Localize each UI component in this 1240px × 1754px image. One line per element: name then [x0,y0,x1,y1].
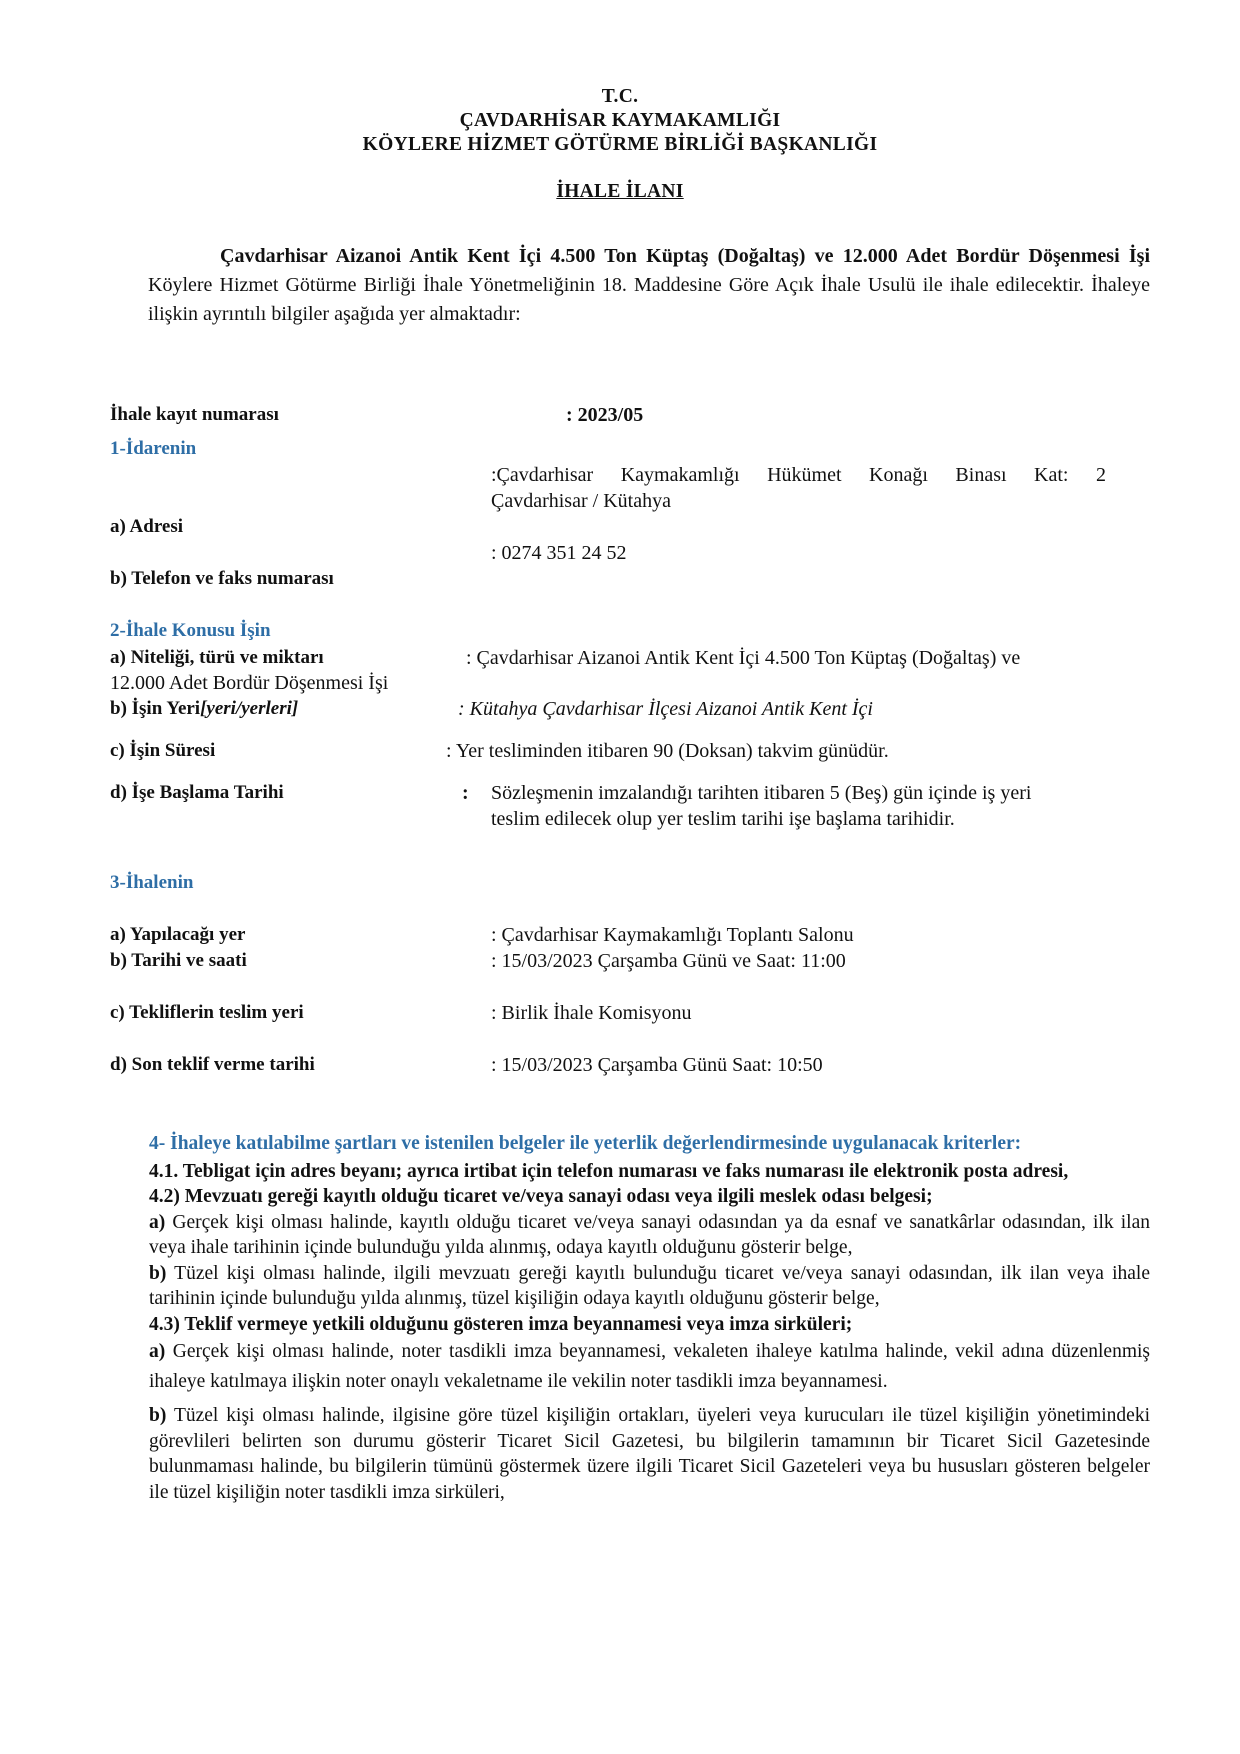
item-4-3: 4.3) Teklif vermeye yetkili olduğunu gösteren imza beyannamesi veya imza sirküleri; [149,1313,853,1335]
intro-rest: Köylere Hizmet Götürme Birliği İhale Yönetmeliğinin 18. Maddesine Göre Açık İhale Usulü ile ihale edilecektir. İhaleye ilişkin ayrıntılı bilgiler aşağıda yer almaktadır: [148,274,1150,325]
section2-d-value-line2: teslim edilecek olup yer teslim tarihi işe başlama tarihidir. [491,808,955,830]
section2-d-label: d) İşe Başlama Tarihi [110,782,284,803]
item-4-1: 4.1. Tebligat için adres beyanı; ayrıca irtibat için telefon numarası ve faks numarası ile elektronik posta adresi, [149,1160,1069,1182]
section1-address-label: a) Adresi [110,516,184,537]
section2-heading: 2-İhale Konusu İşin [110,620,271,641]
section1-heading: 1-İdarenin [110,438,197,459]
section3-c-value: : Birlik İhale Komisyonu [491,1002,692,1024]
section1-address-line2: Çavdarhisar / Kütahya [491,490,671,512]
item-4-3-b-prefix: b) [149,1405,167,1426]
section2-c-label: c) İşin Süresi [110,740,216,761]
section2-b-label [110,698,298,720]
document-title: İHALE İLANI [556,181,684,202]
item-4-2-a-prefix: a) [149,1211,166,1233]
item-4-2-b-text: Tüzel kişi olması halinde, ilgili mevzuatı gereği kayıtlı bulunduğu ticaret ve/veya sanayi odasından, ilk ilan veya ihale tarihinin içinde bulunduğu yılda alınmış, tüzel kişiliğin odaya kayıtlı olduğunu gösterir belge, [149,1262,1150,1309]
section2-b-value: : Kütahya Çavdarhisar İlçesi Aizanoi Antik Kent İçi [458,698,873,720]
section3-a-value: : Çavdarhisar Kaymakamlığı Toplantı Salonu [491,924,854,946]
item-4-3-a [103,1337,1150,1397]
section2-b-label-italic: [yeri/yerleri] [200,698,299,719]
item-4-3-b [103,1403,1150,1505]
item-4-3-a-text: Gerçek kişi olması halinde, noter tasdikli imza beyannamesi, vekaleten ihaleye katılma halinde, vekil adına düzenlenmiş ihaleye katılmaya ilişkin noter onaylı vekaletname ile vekilin noter tasdikli imza beyannamesi. [149,1341,1150,1392]
section4 [103,1131,1150,1505]
intro-paragraph-text [148,242,1150,329]
section4-heading: 4- İhaleye katılabilme şartları ve istenilen belgeler ile yeterlik değerlendirmesinde uygulanacak kriterler: [149,1133,1022,1154]
item-4-2-b [103,1261,1150,1312]
registry-value: : 2023/05 [566,404,644,426]
header-kaymakamlik: ÇAVDARHİSAR KAYMAKAMLIĞI [459,110,781,131]
section3-d-value: : 15/03/2023 Çarşamba Günü Saat: 10:50 [491,1054,823,1076]
section2-d-value-line1: Sözleşmenin imzalandığı tarihten itibaren 5 (Beş) gün içinde iş yeri [491,782,1032,804]
item-4-3-b-text: Tüzel kişi olması halinde, ilgisine göre tüzel kişiliğin ortakları, üyeleri veya kurucuları ile tüzel kişiliğin yönetimindeki görevlileri belirten son durumu gösterir Ticaret Sicil Gazetesi, bu bilgilerin tamamının bir Ticaret Sicil Gazetesinde bulunmaması halinde, bu bilgilerin tümünü göstermek üzere ilgili Ticaret Sicil Gazeteleri veya bu hususları gösteren belgeler ile tüzel kişiliğin noter tasdikli imza sirküleri, [149,1405,1150,1503]
item-4-3-a-prefix: a) [149,1341,166,1362]
section2-b-label-text: b) İşin Yeri [110,698,201,719]
section2-a-value: : Çavdarhisar Aizanoi Antik Kent İçi 4.500 Ton Küptaş (Doğaltaş) ve [466,647,1021,669]
section1-address-line1: :Çavdarhisar Kaymakamlığı Hükümet Konağı Binası Kat: 2 [491,464,1106,486]
section3-c-label: c) Tekliflerin teslim yeri [110,1002,304,1023]
section2-a-value-cont: 12.000 Adet Bordür Döşenmesi İşi [110,672,389,694]
section2-a-label: a) Niteliği, türü ve miktarı [110,647,324,668]
item-4-2-a-text: Gerçek kişi olması halinde, kayıtlı olduğu ticaret ve/veya sanayi odasından ya da esnaf ve sanatkârlar odasından, ilk ilan veya ihale tarihinin içinde bulunduğu yılda alınmış, odaya kayıtlı olduğunu gösterir belge, [149,1211,1150,1258]
section3-a-label: a) Yapılacağı yer [110,924,246,945]
section3-b-label: b) Tarihi ve saati [110,950,247,971]
section1-phone-value: : 0274 351 24 52 [491,542,627,564]
item-4-2: 4.2) Mevzuatı gereği kayıtlı olduğu ticaret ve/veya sanayi odası veya ilgili meslek odası belgesi; [149,1186,933,1207]
registry-label: İhale kayıt numarası [110,404,279,425]
intro-bold: Çavdarhisar Aizanoi Antik Kent İçi 4.500 Ton Küptaş (Doğaltaş) ve 12.000 Adet Bordür Döşenmesi İşi [220,245,1150,267]
section2-d-colon: : [462,782,469,804]
item-4-2-b-prefix: b) [149,1262,167,1284]
section2-c-value: : Yer tesliminden itibaren 90 (Doksan) takvim günüdür. [446,740,889,762]
section3-heading: 3-İhalenin [110,872,194,893]
section3-b-value: : 15/03/2023 Çarşamba Günü ve Saat: 11:00 [491,950,846,972]
item-4-2-a [103,1210,1150,1261]
section1-phone-label: b) Telefon ve faks numarası [110,568,334,589]
section3-d-label: d) Son teklif verme tarihi [110,1054,315,1075]
header-tc: T.C. [601,86,639,107]
header-birlik: KÖYLERE HİZMET GÖTÜRME BİRLİĞİ BAŞKANLIĞI [362,134,878,155]
